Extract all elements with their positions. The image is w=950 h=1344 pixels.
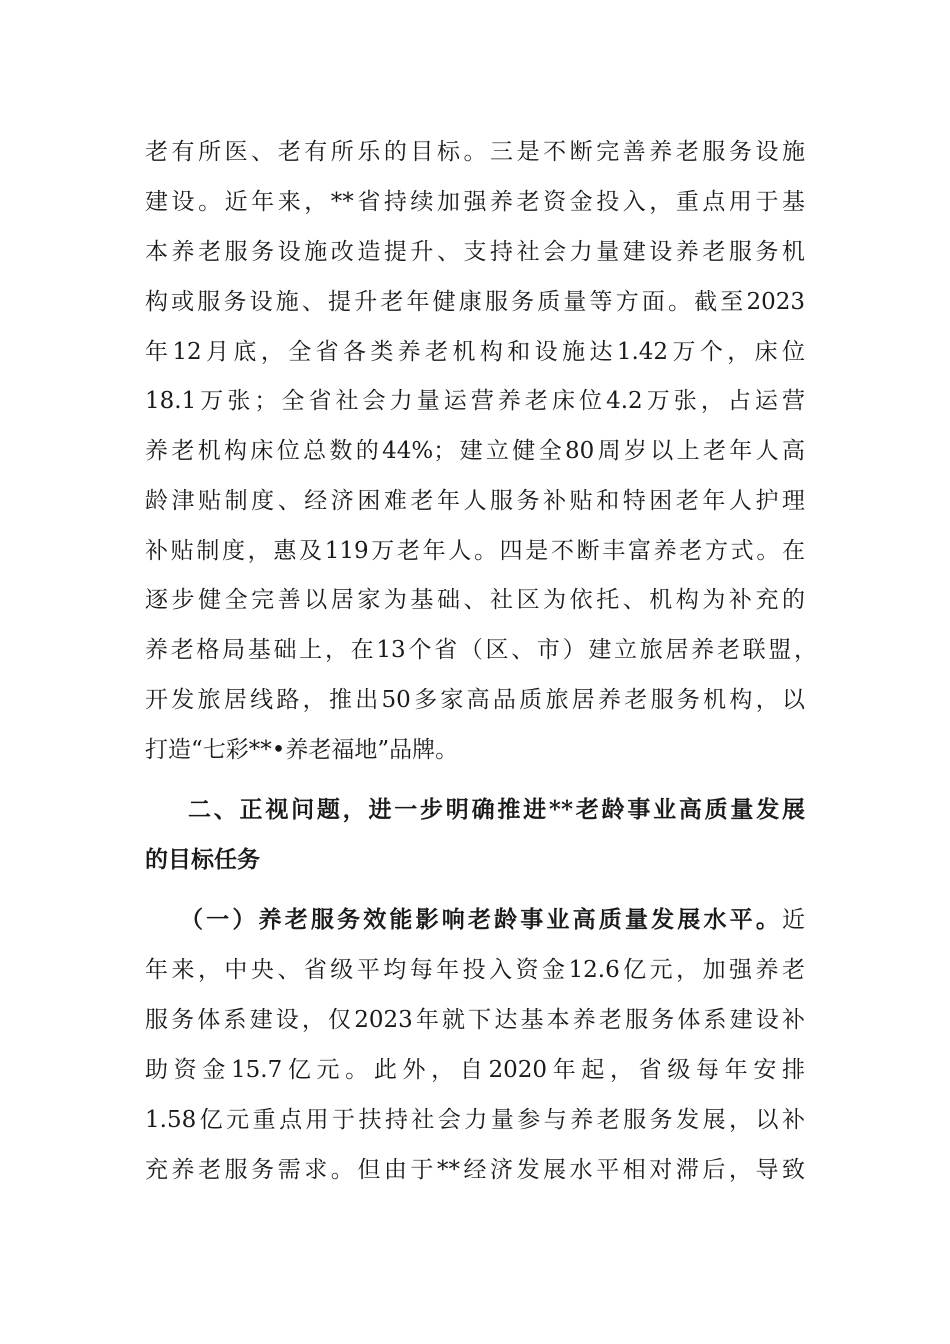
section-heading: 二、正视问题，进一步明确推进**老龄事业高质量发展 (188, 796, 805, 823)
section-heading-cont: 的目标任务 (145, 846, 260, 873)
paragraph-line: 年来，中央、省级平均每年投入资金12.6亿元，加强养老 (145, 957, 805, 983)
paragraph-line: 助资金15.7亿元。此外，自2020年起，省级每年安排 (145, 1057, 805, 1083)
paragraph-line: 年12月底，全省各类养老机构和设施达1.42万个，床位 (145, 339, 805, 365)
paragraph-line: 充养老服务需求。但由于**经济发展水平相对滞后，导致 (145, 1157, 805, 1183)
subheading: （一）养老服务效能影响老龄事业高质量发展水平。 (180, 906, 782, 933)
paragraph-line: 龄津贴制度、经济困难老年人服务补贴和特困老年人护理 (145, 488, 805, 514)
paragraph-line: 养老格局基础上，在13个省（区、市）建立旅居养老联盟， (145, 637, 817, 663)
paragraph-line: 养老机构床位总数的44%；建立健全80周岁以上老年人高 (145, 438, 805, 464)
paragraph-line: 18.1万张；全省社会力量运营养老床位4.2万张，占运营 (145, 388, 805, 414)
subheading-line (180, 895, 805, 945)
paragraph-line: 本养老服务设施改造提升、支持社会力量建设养老服务机 (145, 239, 805, 265)
paragraph-line: 打造“七彩**•养老福地”品牌。 (145, 737, 459, 763)
paragraph-line: 老有所医、老有所乐的目标。三是不断完善养老服务设施 (145, 139, 805, 165)
paragraph-line: 建设。近年来，**省持续加强养老资金投入，重点用于基 (145, 189, 805, 215)
paragraph-line: 服务体系建设，仅2023年就下达基本养老服务体系建设补 (145, 1007, 805, 1033)
paragraph-line: 开发旅居线路，推出50多家高品质旅居养老服务机构，以 (145, 687, 805, 713)
paragraph-line: 补贴制度，惠及119万老年人。四是不断丰富养老方式。在 (145, 538, 805, 564)
paragraph-line: 构或服务设施、提升老年健康服务质量等方面。截至2023 (145, 289, 805, 315)
paragraph-line: 1.58亿元重点用于扶持社会力量参与养老服务发展，以补 (145, 1107, 805, 1133)
paragraph-text: 近 (782, 907, 805, 933)
paragraph-line: 逐步健全完善以居家为基础、社区为依托、机构为补充的 (145, 587, 805, 613)
